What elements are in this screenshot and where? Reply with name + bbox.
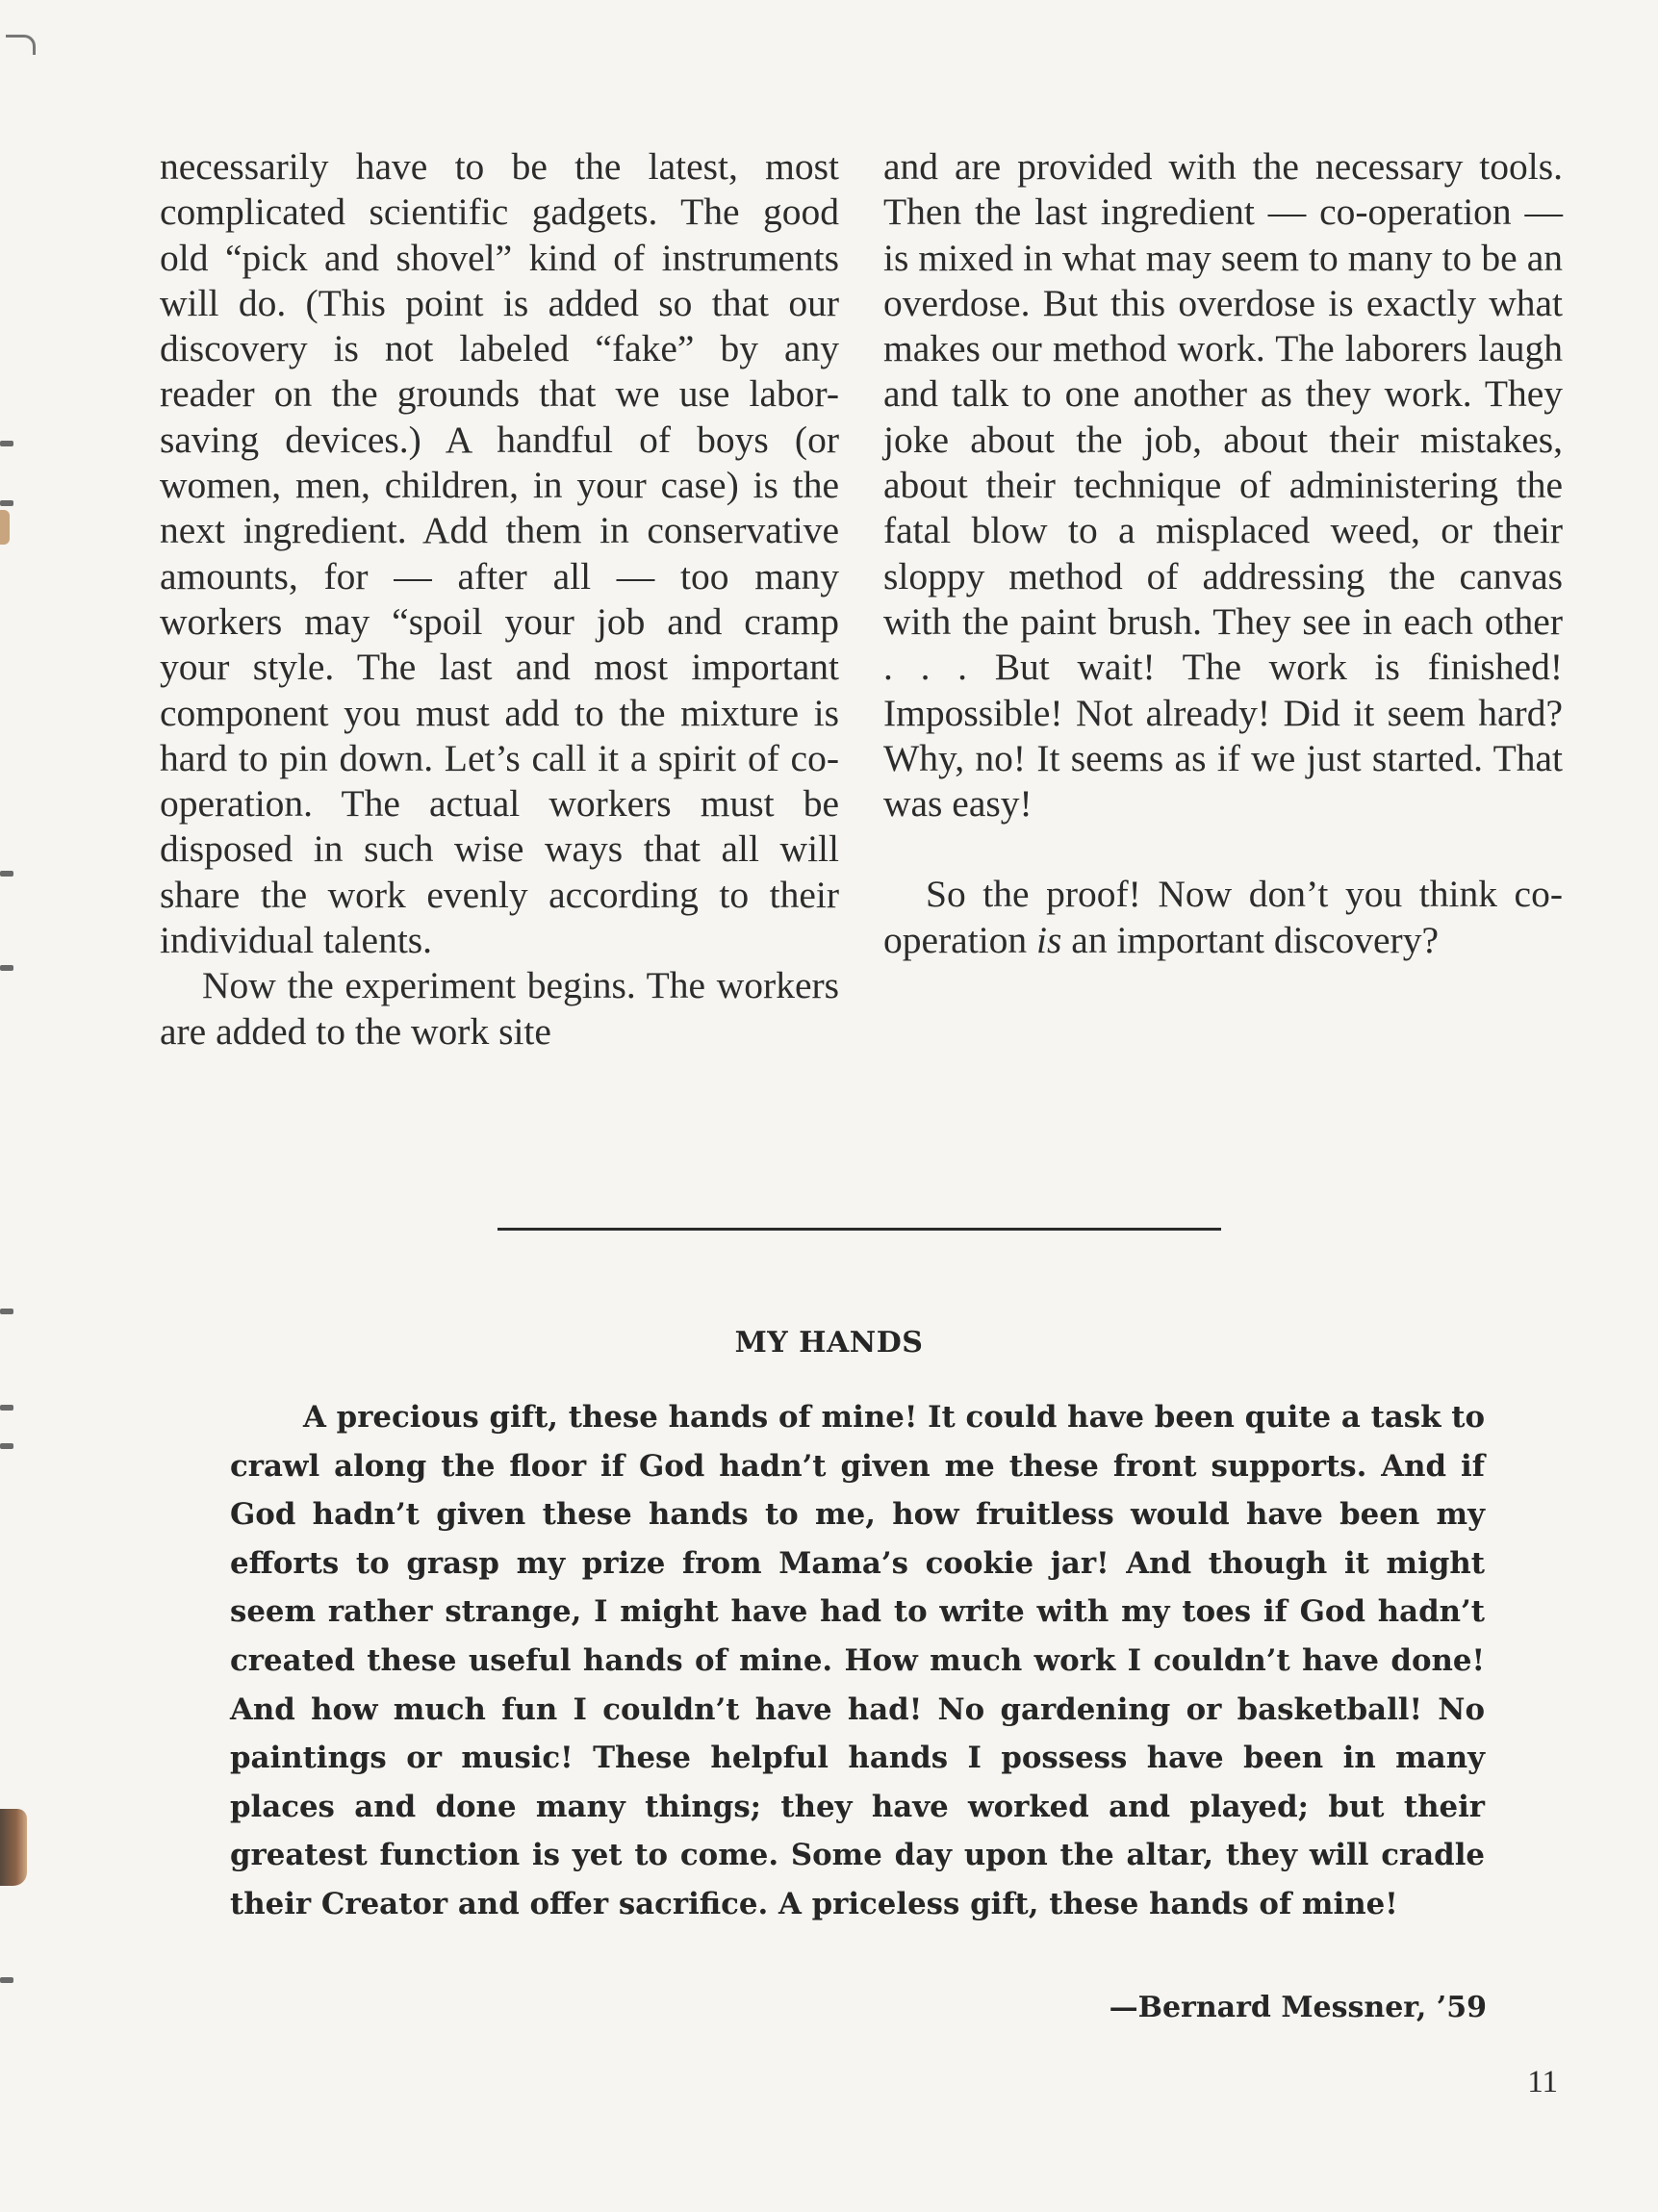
closing-text: So the proof! Now don’t you think co-operation [883,873,1563,961]
closing-emphasis: is [1036,918,1062,961]
binding-mark [0,500,13,506]
section-body: A precious gift, these hands of mine! It could have been quite a task to crawl along the floor if God hadn’t given me these front supports. And if God hadn’t given these hands to me, how fruitless would have been my efforts to grasp my prize from Mama’s cookie jar! And though it might seem rather strange, I might have had to write with my toes if God hadn’t created these useful hands of mine. How much work I couldn’t have done! And how much fun I couldn’t have had! No gardening or basketball! No paintings or music! These helpful hands I possess have been in many places and done many things; they have worked and played; but their greatest function is yet to come. Some day upon the altar, they will cradle their Creator and offer sacrifice. A priceless gift, these hands of mine! [230,1400,1485,1921]
binding-mark [0,1443,13,1449]
paper-stain [0,510,10,545]
page-number: 11 [1527,2065,1558,2099]
binding-mark [0,1405,13,1411]
closing-paragraph [883,872,1563,963]
corner-scratch [6,35,36,55]
paragraph: Now the experiment begins. The workers are added to the work site [160,964,839,1053]
binding-mark [0,1977,13,1983]
paragraph: and are provided with the necessary tools. Then the last ingredient — co-operation — is mixed in what may seem to many to be an overdose. But this overdose is exactly what makes our method work. The laborers laugh and talk to one another as they work. They joke about the job, about their mistakes, about their technique of administering the fatal blow to a misplaced weed, or their sloppy method of addressing the canvas with the paint brush. They see in each other . . . But wait! The work is finished! Impossible! Not already! Did it seem hard? Why, no! It seems as if we just started. That was easy! [883,145,1563,826]
binding-mark [0,441,13,446]
binding-mark [0,1309,13,1314]
section-title: MY HANDS [734,1326,924,1360]
section-divider [497,1228,1221,1231]
binding-mark [0,871,13,877]
article-columns [160,144,1563,1164]
left-column [160,144,839,1055]
right-column [883,144,1563,963]
paragraph: necessarily have to be the latest, most complicated scientific gadgets. The good old “pick and shovel” kind of instruments will do. (This point is added so that our discovery is not labeled “fake” by any reader on the grounds that we use labor-saving devices.) A handful of boys (or women, men, children, in your case) is the next ingredient. Add them in conservative amounts, for — after all — too many workers may “spoil your job and cramp your style. The last and most important component you must add to the mixture is hard to pin down. Let’s call it a spirit of co-operation. The actual workers must be disposed in such wise ways that all will share the work evenly according to their individual talents. [160,145,839,962]
author-signature: —Bernard Messner, ’59 [1109,1991,1487,2024]
binding-mark [0,965,13,971]
paper-tear [0,1809,27,1886]
closing-text: an important discovery? [1061,918,1439,961]
